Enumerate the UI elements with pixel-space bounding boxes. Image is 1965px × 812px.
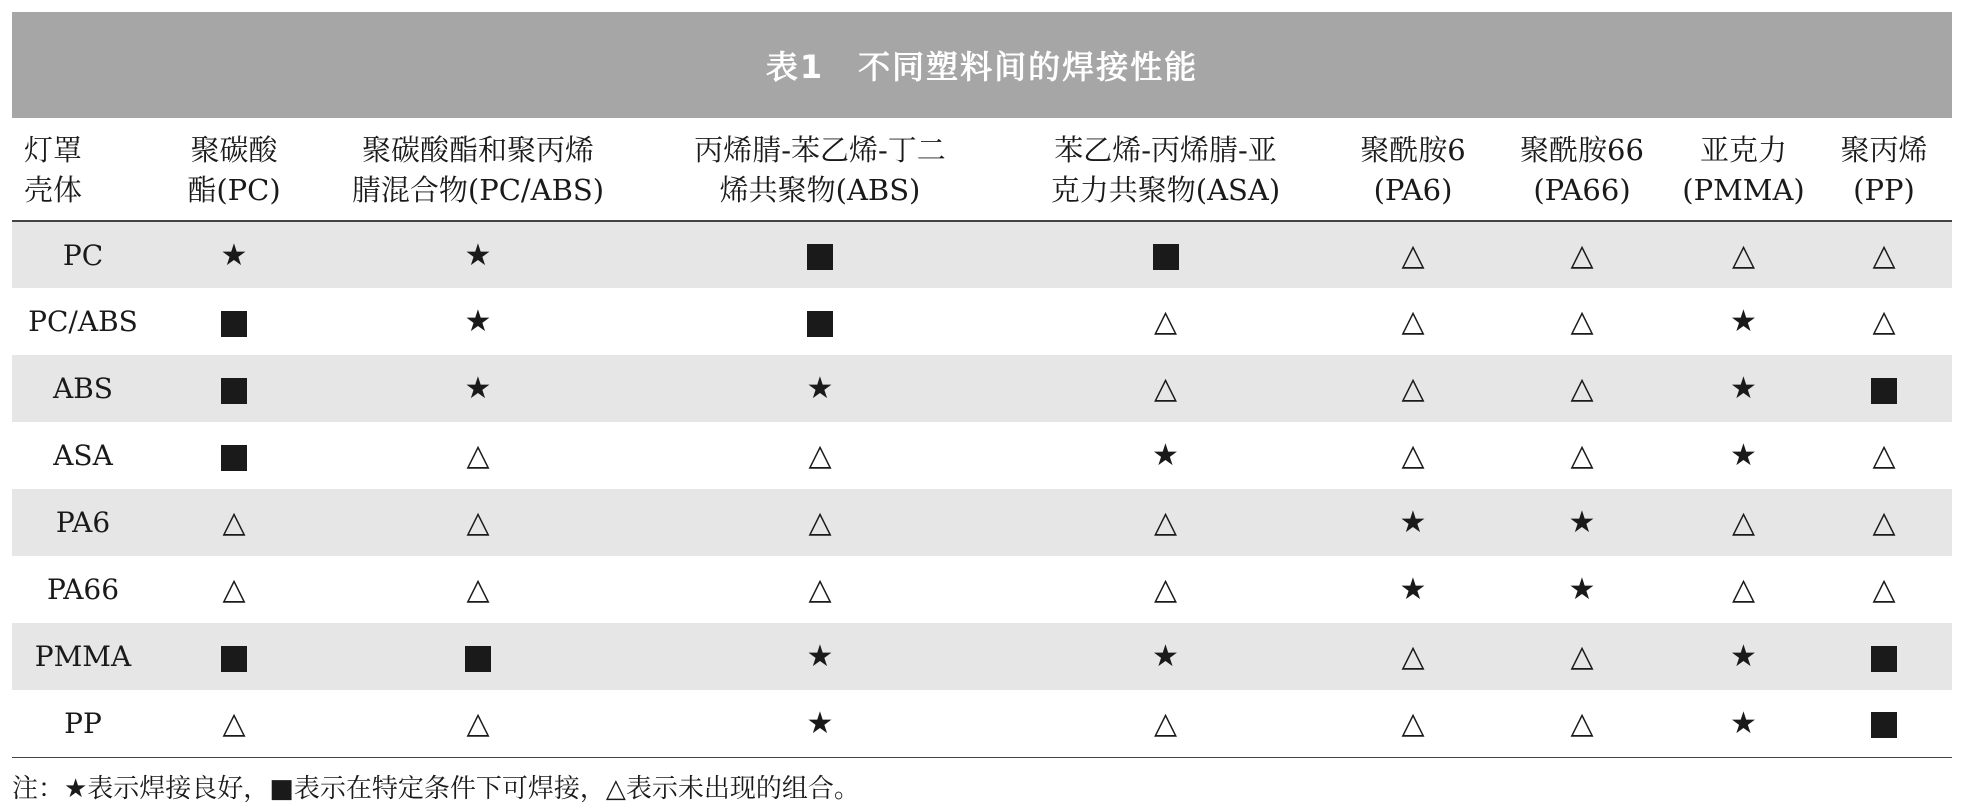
- table-cell: [1671, 489, 1816, 556]
- square-icon: [807, 244, 833, 270]
- star-icon: ★: [220, 237, 248, 273]
- table-cell: [998, 288, 1333, 355]
- triangle-icon: △: [1401, 639, 1425, 674]
- table-cell: [1493, 690, 1671, 757]
- row-header: ASA: [53, 439, 113, 472]
- triangle-icon: △: [1401, 304, 1425, 339]
- star-icon: ★: [806, 371, 834, 406]
- column-header: [1333, 120, 1493, 221]
- table-cell: [1816, 489, 1952, 556]
- triangle-icon: △: [1153, 705, 1178, 741]
- triangle-icon: △: [1570, 438, 1594, 473]
- table-cell: [1671, 221, 1816, 288]
- table-cell: [1816, 690, 1952, 757]
- table-cell: [998, 489, 1333, 556]
- table-cell: [314, 355, 642, 422]
- table-cell: [642, 556, 998, 623]
- triangle-icon: △: [222, 705, 246, 741]
- triangle-icon: △: [466, 505, 490, 540]
- triangle-icon: △: [1153, 505, 1178, 540]
- star-icon: ★: [806, 639, 834, 674]
- square-icon: [1871, 712, 1897, 738]
- table-cell: [314, 690, 642, 757]
- table-cell: [1671, 288, 1816, 355]
- table-cell: [998, 623, 1333, 690]
- table-row: [12, 288, 1952, 355]
- triangle-icon: △: [466, 438, 490, 473]
- triangle-icon: △: [1570, 371, 1594, 406]
- table-cell: [314, 288, 642, 355]
- table-cell: [154, 623, 314, 690]
- triangle-icon: △: [1731, 237, 1756, 273]
- star-icon: ★: [464, 371, 492, 406]
- header-text-line: 酯(PC): [187, 173, 281, 207]
- table-title: 表1 不同塑料间的焊接性能: [12, 12, 1952, 118]
- table-cell: [998, 221, 1333, 288]
- table-cell: [314, 489, 642, 556]
- header-text-line: 聚碳酸酯和聚丙烯: [361, 133, 594, 167]
- table-cell: [1816, 556, 1952, 623]
- table-body: [12, 221, 1952, 757]
- triangle-icon: △: [1731, 505, 1756, 540]
- table-cell: [154, 556, 314, 623]
- table-cell: [1671, 556, 1816, 623]
- triangle-icon: △: [1401, 438, 1425, 473]
- triangle-icon: △: [1872, 505, 1896, 540]
- table-cell: [1333, 355, 1493, 422]
- table-cell: [1671, 623, 1816, 690]
- triangle-icon: △: [466, 705, 490, 741]
- header-text-line: 克力共聚物(ASA): [1050, 173, 1281, 207]
- table-cell: [154, 690, 314, 757]
- column-header: [154, 120, 314, 221]
- table-cell: [1816, 355, 1952, 422]
- table-cell: [1333, 623, 1493, 690]
- star-icon: ★: [1399, 505, 1427, 540]
- table-cell: [1671, 690, 1816, 757]
- header-text-line: (PP): [1853, 173, 1915, 207]
- table-cell: [1816, 623, 1952, 690]
- triangle-icon: △: [808, 505, 832, 540]
- table-cell: [642, 221, 998, 288]
- column-header: [314, 120, 642, 221]
- header-text-line: (PA66): [1533, 173, 1631, 207]
- header-text-line: (PA6): [1373, 173, 1453, 207]
- table-cell: [1671, 422, 1816, 489]
- table-cell: [154, 355, 314, 422]
- triangle-icon: △: [1570, 304, 1594, 339]
- star-icon: ★: [464, 304, 492, 339]
- table-cell: [154, 422, 314, 489]
- table-cell: [1816, 221, 1952, 288]
- table-cell: [1493, 355, 1671, 422]
- triangle-icon: △: [1570, 705, 1594, 741]
- square-icon: [221, 646, 247, 672]
- row-header: PC/ABS: [28, 305, 138, 338]
- table-cell: [998, 422, 1333, 489]
- table-cell: [1333, 690, 1493, 757]
- triangle-icon: △: [1570, 237, 1594, 273]
- table-cell: [314, 422, 642, 489]
- header-text-line: 灯罩: [24, 133, 83, 167]
- star-icon: ★: [464, 237, 492, 273]
- header-text-line: 聚丙烯: [1840, 133, 1928, 167]
- table-row: [12, 355, 1952, 422]
- star-icon: ★: [1730, 705, 1757, 741]
- star-icon: ★: [1152, 438, 1179, 473]
- triangle-icon: △: [1401, 371, 1425, 406]
- star-icon: ★: [1730, 371, 1757, 406]
- table-cell: [642, 489, 998, 556]
- table-cell: [314, 556, 642, 623]
- table-cell: [154, 288, 314, 355]
- square-icon: [807, 311, 833, 337]
- column-header: [1493, 120, 1671, 221]
- row-header: PP: [12, 690, 154, 757]
- square-icon: [1871, 378, 1897, 404]
- welding-table: [12, 120, 1952, 758]
- table-cell: [1493, 288, 1671, 355]
- table-row: [12, 556, 1952, 623]
- table-row: [12, 221, 1952, 288]
- table-cell: [998, 556, 1333, 623]
- square-icon: [221, 445, 247, 471]
- triangle-icon: △: [222, 572, 246, 607]
- header-text-line: 烯共聚物(ABS): [719, 173, 921, 207]
- triangle-icon: △: [1153, 304, 1178, 339]
- table-cell: [642, 355, 998, 422]
- square-icon: [465, 646, 491, 672]
- row-header: PA66: [46, 573, 120, 606]
- triangle-icon: △: [1872, 572, 1896, 607]
- header-text-line: 腈混合物(PC/ABS): [351, 173, 605, 207]
- triangle-icon: △: [1153, 371, 1178, 406]
- header-text-line: 丙烯腈-苯乙烯-丁二: [694, 133, 946, 167]
- star-icon: ★: [1730, 639, 1757, 674]
- triangle-icon: △: [466, 572, 490, 607]
- square-icon: [1871, 646, 1897, 672]
- triangle-icon: △: [1872, 438, 1896, 473]
- header-text-line: 壳体: [24, 173, 83, 207]
- table-cell: [154, 489, 314, 556]
- table-cell: [1493, 221, 1671, 288]
- table-cell: [1493, 623, 1671, 690]
- square-icon: [221, 378, 247, 404]
- triangle-icon: △: [1872, 237, 1896, 273]
- table-cell: [1333, 288, 1493, 355]
- table-row: [12, 489, 1952, 556]
- column-header: [998, 120, 1333, 221]
- column-header: [1671, 120, 1816, 221]
- row-header: ABS: [53, 372, 113, 405]
- table-cell: [1493, 556, 1671, 623]
- triangle-icon: △: [222, 505, 246, 540]
- triangle-icon: △: [1872, 304, 1896, 339]
- triangle-icon: △: [808, 572, 832, 607]
- table-row: [12, 690, 1952, 757]
- star-icon: ★: [1730, 304, 1757, 339]
- table-note: 注：★表示焊接良好，■表示在特定条件下可焊接，△表示未出现的组合。: [12, 774, 860, 804]
- header-text-line: 苯乙烯-丙烯腈-亚: [1054, 133, 1277, 167]
- table-row: [12, 623, 1952, 690]
- star-icon: ★: [1152, 639, 1179, 674]
- star-icon: ★: [1399, 572, 1427, 607]
- header-text-line: 聚酰胺6: [1360, 133, 1466, 167]
- table-cell: [1493, 489, 1671, 556]
- header-text-line: 亚克力: [1699, 133, 1787, 167]
- star-icon: ★: [1730, 438, 1757, 473]
- column-header: [1816, 120, 1952, 221]
- table-cell: [154, 221, 314, 288]
- table-cell: [1671, 355, 1816, 422]
- row-header: PA6: [55, 506, 111, 539]
- star-icon: ★: [1568, 505, 1596, 540]
- row-header: PMMA: [34, 640, 132, 673]
- table-cell: [314, 623, 642, 690]
- header-text-line: (PMMA): [1682, 173, 1805, 207]
- table-cell: [1333, 556, 1493, 623]
- row-header: PC: [62, 238, 104, 272]
- column-header: [642, 120, 998, 221]
- table-cell: [1333, 422, 1493, 489]
- table-cell: [1816, 422, 1952, 489]
- triangle-icon: △: [1153, 572, 1178, 607]
- table-cell: [998, 690, 1333, 757]
- table-row: [12, 422, 1952, 489]
- star-icon: ★: [1568, 572, 1596, 607]
- table-cell: [642, 422, 998, 489]
- triangle-icon: △: [1570, 639, 1594, 674]
- square-icon: [221, 311, 247, 337]
- table-cell: [1816, 288, 1952, 355]
- table-cell: [642, 690, 998, 757]
- triangle-icon: △: [1401, 237, 1425, 273]
- header-corner: [12, 120, 154, 221]
- triangle-icon: △: [808, 438, 832, 473]
- table-cell: [642, 288, 998, 355]
- star-icon: ★: [806, 705, 834, 741]
- table-cell: [314, 221, 642, 288]
- triangle-icon: △: [1731, 572, 1756, 607]
- table-cell: [1493, 422, 1671, 489]
- header-text-line: 聚酰胺66: [1520, 133, 1644, 167]
- triangle-icon: △: [1401, 705, 1425, 741]
- table-cell: [642, 623, 998, 690]
- square-icon: [1153, 244, 1179, 270]
- header-row: [12, 120, 1952, 221]
- table-cell: [1333, 489, 1493, 556]
- table-cell: [998, 355, 1333, 422]
- header-text-line: 聚碳酸: [190, 133, 278, 167]
- table-cell: [1333, 221, 1493, 288]
